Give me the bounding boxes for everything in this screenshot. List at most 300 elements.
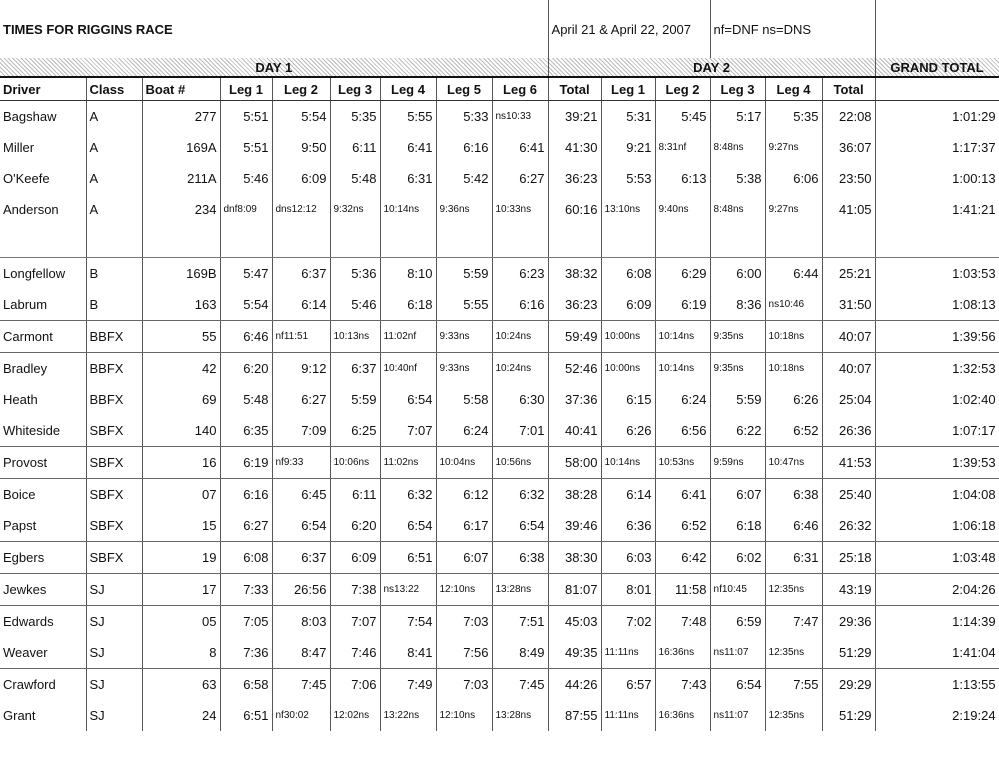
time-cell: 10:14ns: [601, 447, 655, 479]
class-cell: B: [86, 289, 142, 321]
time-cell: 5:59: [436, 258, 492, 290]
time-cell: ns10:33: [492, 101, 548, 133]
time-cell: 10:56ns: [492, 447, 548, 479]
time-cell: 6:17: [436, 510, 492, 542]
time-cell: 1:03:53: [875, 258, 999, 290]
time-cell: 6:32: [492, 479, 548, 511]
time-cell: 6:52: [765, 415, 822, 447]
time-cell: nf10:45: [710, 574, 765, 606]
class-cell: A: [86, 101, 142, 133]
time-cell: 6:54: [710, 669, 765, 701]
time-cell: 1:41:21: [875, 194, 999, 225]
time-cell: 6:27: [272, 384, 330, 415]
time-cell: 59:49: [548, 321, 601, 353]
time-cell: 7:48: [655, 606, 710, 638]
time-cell: 6:18: [380, 289, 436, 321]
time-cell: 10:14ns: [655, 321, 710, 353]
time-cell: 6:46: [765, 510, 822, 542]
table-row: [0, 447, 999, 479]
time-cell: 5:33: [436, 101, 492, 133]
time-cell: 1:17:37: [875, 132, 999, 163]
time-cell: 6:11: [330, 132, 380, 163]
time-cell: 7:09: [272, 415, 330, 447]
column-header: Leg 5: [436, 77, 492, 101]
time-cell: 6:19: [655, 289, 710, 321]
time-cell: 51:29: [822, 637, 875, 669]
column-header: Total: [548, 77, 601, 101]
time-cell: 7:05: [220, 606, 272, 638]
time-cell: 5:38: [710, 163, 765, 194]
time-cell: 6:26: [765, 384, 822, 415]
day2-label: DAY 2: [548, 58, 875, 77]
class-cell: SBFX: [86, 415, 142, 447]
time-cell: 45:03: [548, 606, 601, 638]
class-cell: A: [86, 194, 142, 225]
time-cell: 6:20: [330, 510, 380, 542]
time-cell: 6:26: [601, 415, 655, 447]
class-cell: SBFX: [86, 510, 142, 542]
time-cell: 6:24: [655, 384, 710, 415]
time-cell: 8:49: [492, 637, 548, 669]
table-row: [0, 101, 999, 133]
driver-cell: Miller: [0, 132, 86, 163]
time-cell: 6:31: [765, 542, 822, 574]
driver-cell: Provost: [0, 447, 86, 479]
time-cell: 1:32:53: [875, 353, 999, 385]
time-cell: 10:18ns: [765, 321, 822, 353]
time-cell: 63: [142, 669, 220, 701]
time-cell: 6:16: [220, 479, 272, 511]
time-cell: 6:52: [655, 510, 710, 542]
time-cell: 6:41: [380, 132, 436, 163]
time-cell: 211A: [142, 163, 220, 194]
time-cell: 9:27ns: [765, 194, 822, 225]
driver-cell: Anderson: [0, 194, 86, 225]
time-cell: 7:06: [330, 669, 380, 701]
time-cell: 169B: [142, 258, 220, 290]
table-row: [0, 289, 999, 321]
title-row: [0, 0, 999, 58]
time-cell: 6:00: [710, 258, 765, 290]
time-cell: 7:47: [765, 606, 822, 638]
time-cell: 12:10ns: [436, 574, 492, 606]
time-cell: 5:59: [710, 384, 765, 415]
time-cell: 5:46: [330, 289, 380, 321]
time-cell: 69: [142, 384, 220, 415]
class-cell: SJ: [86, 637, 142, 669]
driver-cell: Crawford: [0, 669, 86, 701]
driver-cell: Carmont: [0, 321, 86, 353]
time-cell: 6:27: [220, 510, 272, 542]
time-cell: 6:58: [220, 669, 272, 701]
driver-cell: Whiteside: [0, 415, 86, 447]
time-cell: 6:36: [601, 510, 655, 542]
time-cell: 7:01: [492, 415, 548, 447]
time-cell: 9:35ns: [710, 353, 765, 385]
time-cell: ns10:46: [765, 289, 822, 321]
time-cell: 55: [142, 321, 220, 353]
day1-label: DAY 1: [0, 58, 548, 77]
time-cell: 26:36: [822, 415, 875, 447]
time-cell: 6:54: [492, 510, 548, 542]
time-cell: 1:03:48: [875, 542, 999, 574]
time-cell: 36:23: [548, 289, 601, 321]
time-cell: 1:00:13: [875, 163, 999, 194]
time-cell: 40:41: [548, 415, 601, 447]
time-cell: 10:53ns: [655, 447, 710, 479]
time-cell: 39:46: [548, 510, 601, 542]
table-row: [0, 669, 999, 701]
table-row: [0, 606, 999, 638]
time-cell: 6:57: [601, 669, 655, 701]
time-cell: 5:58: [436, 384, 492, 415]
time-cell: 6:14: [272, 289, 330, 321]
time-cell: 6:45: [272, 479, 330, 511]
time-cell: 6:25: [330, 415, 380, 447]
time-cell: 40:07: [822, 353, 875, 385]
time-cell: 7:54: [380, 606, 436, 638]
driver-cell: Weaver: [0, 637, 86, 669]
time-cell: 6:02: [710, 542, 765, 574]
class-cell: SJ: [86, 606, 142, 638]
time-cell: 7:46: [330, 637, 380, 669]
time-cell: 6:09: [330, 542, 380, 574]
time-cell: 6:59: [710, 606, 765, 638]
time-cell: 2:19:24: [875, 700, 999, 731]
time-cell: 15: [142, 510, 220, 542]
time-cell: 10:18ns: [765, 353, 822, 385]
time-cell: 6:37: [272, 258, 330, 290]
driver-cell: Jewkes: [0, 574, 86, 606]
time-cell: 6:51: [380, 542, 436, 574]
time-cell: 9:33ns: [436, 353, 492, 385]
column-header: Leg 6: [492, 77, 548, 101]
time-cell: 1:39:53: [875, 447, 999, 479]
driver-cell: Labrum: [0, 289, 86, 321]
table-row: [0, 479, 999, 511]
time-cell: 22:08: [822, 101, 875, 133]
time-cell: 29:29: [822, 669, 875, 701]
time-cell: 41:53: [822, 447, 875, 479]
table-row: [0, 194, 999, 225]
table-row: [0, 574, 999, 606]
time-cell: dnf8:09: [220, 194, 272, 225]
time-cell: 1:41:04: [875, 637, 999, 669]
time-cell: 6:51: [220, 700, 272, 731]
time-cell: 6:56: [655, 415, 710, 447]
time-cell: 10:06ns: [330, 447, 380, 479]
time-cell: 6:54: [380, 510, 436, 542]
time-cell: 6:18: [710, 510, 765, 542]
time-cell: 16: [142, 447, 220, 479]
time-cell: 8:48ns: [710, 194, 765, 225]
time-cell: 1:07:17: [875, 415, 999, 447]
column-header: Leg 2: [272, 77, 330, 101]
race-dates: April 21 & April 22, 2007: [548, 0, 710, 58]
column-header: Leg 4: [380, 77, 436, 101]
driver-cell: Bagshaw: [0, 101, 86, 133]
time-cell: 9:59ns: [710, 447, 765, 479]
time-cell: ns11:07: [710, 700, 765, 731]
time-cell: 163: [142, 289, 220, 321]
time-cell: nf11:51: [272, 321, 330, 353]
time-cell: 38:28: [548, 479, 601, 511]
time-cell: 6:22: [710, 415, 765, 447]
time-cell: 25:21: [822, 258, 875, 290]
driver-cell: Longfellow: [0, 258, 86, 290]
time-cell: 8:48ns: [710, 132, 765, 163]
time-cell: 8:01: [601, 574, 655, 606]
time-cell: 6:15: [601, 384, 655, 415]
time-cell: 7:49: [380, 669, 436, 701]
time-cell: nf30:02: [272, 700, 330, 731]
grand-total-label: GRAND TOTAL: [875, 58, 999, 77]
time-cell: 8:03: [272, 606, 330, 638]
time-cell: 23:50: [822, 163, 875, 194]
time-cell: 38:30: [548, 542, 601, 574]
time-cell: 11:02ns: [380, 447, 436, 479]
time-cell: 10:04ns: [436, 447, 492, 479]
blank-row: [0, 225, 999, 258]
time-cell: 12:35ns: [765, 574, 822, 606]
table-row: [0, 384, 999, 415]
time-cell: 1:04:08: [875, 479, 999, 511]
time-cell: 7:36: [220, 637, 272, 669]
time-cell: nf9:33: [272, 447, 330, 479]
time-cell: 7:51: [492, 606, 548, 638]
time-cell: 1:02:40: [875, 384, 999, 415]
time-cell: 6:07: [436, 542, 492, 574]
time-cell: 19: [142, 542, 220, 574]
time-cell: 8:41: [380, 637, 436, 669]
driver-cell: Papst: [0, 510, 86, 542]
time-cell: 1:01:29: [875, 101, 999, 133]
time-cell: 41:05: [822, 194, 875, 225]
time-cell: 8: [142, 637, 220, 669]
column-header: Leg 1: [220, 77, 272, 101]
time-cell: 36:23: [548, 163, 601, 194]
time-cell: 5:54: [272, 101, 330, 133]
time-cell: 7:07: [380, 415, 436, 447]
time-cell: 6:20: [220, 353, 272, 385]
column-header: Leg 3: [710, 77, 765, 101]
time-cell: 5:51: [220, 101, 272, 133]
time-cell: 5:35: [765, 101, 822, 133]
time-cell: 8:36: [710, 289, 765, 321]
driver-cell: Egbers: [0, 542, 86, 574]
column-header: Leg 4: [765, 77, 822, 101]
time-cell: 25:04: [822, 384, 875, 415]
time-cell: 10:24ns: [492, 321, 548, 353]
time-cell: 1:06:18: [875, 510, 999, 542]
time-cell: 13:10ns: [601, 194, 655, 225]
sheet-title: TIMES FOR RIGGINS RACE: [0, 0, 548, 58]
class-cell: SBFX: [86, 479, 142, 511]
time-cell: 5:47: [220, 258, 272, 290]
column-header: Boat #: [142, 77, 220, 101]
time-cell: 10:24ns: [492, 353, 548, 385]
time-cell: 6:32: [380, 479, 436, 511]
time-cell: 6:30: [492, 384, 548, 415]
table-row: [0, 510, 999, 542]
time-cell: 6:16: [436, 132, 492, 163]
time-cell: 8:10: [380, 258, 436, 290]
time-cell: 6:11: [330, 479, 380, 511]
time-cell: 6:08: [220, 542, 272, 574]
blank-cell: [875, 0, 999, 58]
column-header: Class: [86, 77, 142, 101]
table-row: [0, 353, 999, 385]
time-cell: 5:31: [601, 101, 655, 133]
class-cell: B: [86, 258, 142, 290]
time-cell: 7:03: [436, 669, 492, 701]
class-cell: SJ: [86, 574, 142, 606]
time-cell: 39:21: [548, 101, 601, 133]
time-cell: 5:48: [330, 163, 380, 194]
time-cell: 7:45: [492, 669, 548, 701]
time-cell: 5:48: [220, 384, 272, 415]
time-cell: 36:07: [822, 132, 875, 163]
time-cell: 26:32: [822, 510, 875, 542]
time-cell: 16:36ns: [655, 637, 710, 669]
time-cell: 6:31: [380, 163, 436, 194]
time-cell: 10:47ns: [765, 447, 822, 479]
time-cell: 7:03: [436, 606, 492, 638]
time-cell: 6:35: [220, 415, 272, 447]
time-cell: 6:12: [436, 479, 492, 511]
time-cell: 12:10ns: [436, 700, 492, 731]
time-cell: 5:36: [330, 258, 380, 290]
time-cell: 6:14: [601, 479, 655, 511]
class-cell: SJ: [86, 700, 142, 731]
column-header: [875, 77, 999, 101]
time-cell: 16:36ns: [655, 700, 710, 731]
time-cell: 5:55: [380, 101, 436, 133]
time-cell: 6:03: [601, 542, 655, 574]
time-cell: 10:14ns: [655, 353, 710, 385]
time-cell: ns13:22: [380, 574, 436, 606]
time-cell: 6:38: [765, 479, 822, 511]
class-cell: SBFX: [86, 542, 142, 574]
time-cell: 12:35ns: [765, 700, 822, 731]
class-cell: BBFX: [86, 384, 142, 415]
time-cell: 13:28ns: [492, 574, 548, 606]
time-cell: 10:00ns: [601, 321, 655, 353]
time-cell: 13:28ns: [492, 700, 548, 731]
table-row: [0, 415, 999, 447]
time-cell: 81:07: [548, 574, 601, 606]
time-cell: 7:33: [220, 574, 272, 606]
time-cell: 38:32: [548, 258, 601, 290]
time-cell: 10:40nf: [380, 353, 436, 385]
time-cell: 29:36: [822, 606, 875, 638]
time-cell: 51:29: [822, 700, 875, 731]
time-cell: 6:19: [220, 447, 272, 479]
time-cell: 277: [142, 101, 220, 133]
time-cell: 7:38: [330, 574, 380, 606]
time-cell: 6:46: [220, 321, 272, 353]
class-cell: A: [86, 132, 142, 163]
time-cell: 9:36ns: [436, 194, 492, 225]
legend-note: nf=DNF ns=DNS: [710, 0, 875, 58]
time-cell: 1:13:55: [875, 669, 999, 701]
time-cell: 7:02: [601, 606, 655, 638]
table-row: [0, 637, 999, 669]
table-row: [0, 258, 999, 290]
time-cell: 6:37: [272, 542, 330, 574]
time-cell: 11:11ns: [601, 700, 655, 731]
time-cell: 11:11ns: [601, 637, 655, 669]
column-header: Driver: [0, 77, 86, 101]
time-cell: 7:55: [765, 669, 822, 701]
day-header-row: [0, 58, 999, 77]
time-cell: 41:30: [548, 132, 601, 163]
time-cell: 58:00: [548, 447, 601, 479]
time-cell: 1:14:39: [875, 606, 999, 638]
time-cell: 6:42: [655, 542, 710, 574]
class-cell: A: [86, 163, 142, 194]
time-cell: 5:45: [655, 101, 710, 133]
time-cell: 9:35ns: [710, 321, 765, 353]
time-cell: 9:32ns: [330, 194, 380, 225]
time-cell: 6:41: [492, 132, 548, 163]
time-cell: 5:42: [436, 163, 492, 194]
driver-cell: Edwards: [0, 606, 86, 638]
time-cell: 5:51: [220, 132, 272, 163]
time-cell: 6:29: [655, 258, 710, 290]
time-cell: 6:41: [655, 479, 710, 511]
driver-cell: Grant: [0, 700, 86, 731]
time-cell: 37:36: [548, 384, 601, 415]
time-cell: 7:43: [655, 669, 710, 701]
time-cell: 5:59: [330, 384, 380, 415]
time-cell: 9:33ns: [436, 321, 492, 353]
column-header: Leg 1: [601, 77, 655, 101]
time-cell: 8:47: [272, 637, 330, 669]
time-cell: 5:35: [330, 101, 380, 133]
time-cell: 5:55: [436, 289, 492, 321]
time-cell: 7:56: [436, 637, 492, 669]
table-row: [0, 132, 999, 163]
time-cell: 8:31nf: [655, 132, 710, 163]
time-cell: dns12:12: [272, 194, 330, 225]
time-cell: 9:12: [272, 353, 330, 385]
class-cell: BBFX: [86, 353, 142, 385]
table-row: [0, 321, 999, 353]
time-cell: 5:46: [220, 163, 272, 194]
time-cell: 6:07: [710, 479, 765, 511]
time-cell: 24: [142, 700, 220, 731]
time-cell: 9:27ns: [765, 132, 822, 163]
time-cell: 6:13: [655, 163, 710, 194]
time-cell: 6:08: [601, 258, 655, 290]
time-cell: 10:13ns: [330, 321, 380, 353]
time-cell: 6:16: [492, 289, 548, 321]
time-cell: 5:17: [710, 101, 765, 133]
time-cell: 1:39:56: [875, 321, 999, 353]
time-cell: 42: [142, 353, 220, 385]
time-cell: 9:40ns: [655, 194, 710, 225]
column-header-row: [0, 77, 999, 101]
table-row: [0, 163, 999, 194]
time-cell: 13:22ns: [380, 700, 436, 731]
time-cell: 169A: [142, 132, 220, 163]
time-cell: 43:19: [822, 574, 875, 606]
time-cell: 5:53: [601, 163, 655, 194]
time-cell: 25:40: [822, 479, 875, 511]
time-cell: 5:54: [220, 289, 272, 321]
time-cell: 9:21: [601, 132, 655, 163]
